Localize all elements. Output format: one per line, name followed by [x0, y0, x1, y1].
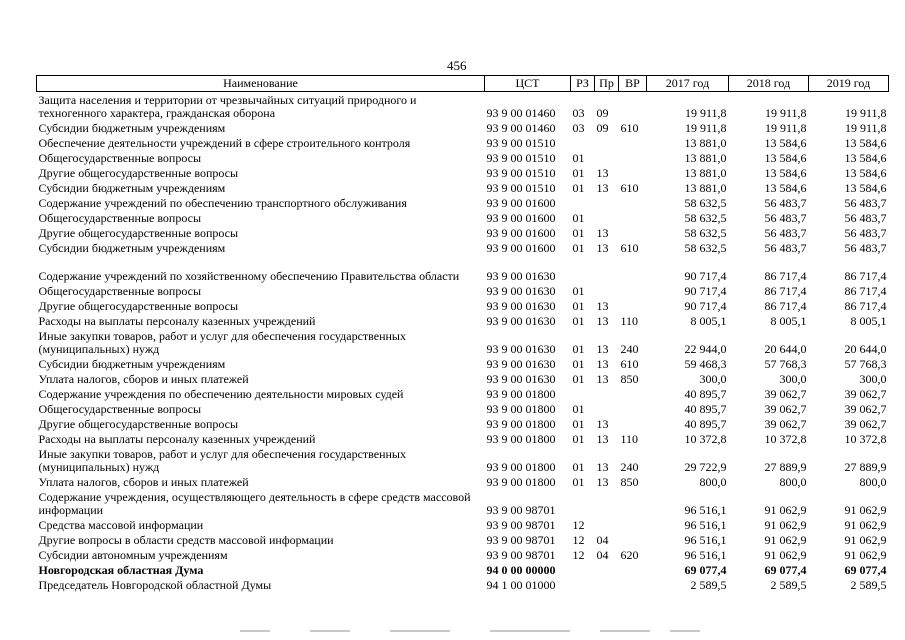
- row-rz: [571, 386, 595, 401]
- row-2019: 39 062,7: [844, 402, 887, 416]
- row-2019: 91 062,9: [844, 518, 887, 532]
- row-2018: 91 062,9: [764, 533, 807, 547]
- row-name: Другие общегосударственные вопросы: [38, 417, 239, 431]
- row-vr: [619, 210, 647, 225]
- row-vr: [619, 577, 647, 592]
- row-pr: 13: [596, 460, 609, 474]
- row-vr: [619, 517, 647, 532]
- table-row: [37, 165, 889, 180]
- row-vr: 110: [620, 432, 639, 446]
- row-name: Иные закупки товаров, работ и услуг для обеспечения государственных (муниципальных) нужд: [38, 447, 406, 474]
- header-pr: Пр: [595, 76, 619, 92]
- row-2017: 90 717,4: [684, 269, 727, 283]
- row-name: Председатель Новгородской областной Думы: [38, 578, 272, 592]
- row-pr: [595, 135, 619, 150]
- row-2017: 90 717,4: [684, 284, 727, 298]
- row-2019: 56 483,7: [844, 196, 887, 210]
- row-2019: 20 644,0: [844, 342, 887, 356]
- row-vr: [619, 195, 647, 210]
- row-2018: 57 768,3: [764, 357, 807, 371]
- table-row: [37, 431, 889, 446]
- row-2017: 58 632,5: [684, 226, 727, 240]
- row-pr: [595, 210, 619, 225]
- row-rz: 01: [572, 372, 585, 386]
- row-2019: 56 483,7: [844, 211, 887, 225]
- row-cst: 93 9 00 01800: [486, 432, 556, 446]
- row-cst: 93 9 00 01630: [486, 299, 556, 313]
- row-cst: 93 9 00 01510: [486, 136, 556, 150]
- row-2018: 8 005,1: [770, 314, 807, 328]
- row-pr: 13: [596, 241, 609, 255]
- row-pr: [595, 255, 619, 283]
- row-2018: 56 483,7: [764, 211, 807, 225]
- row-name: Общегосударственные вопросы: [38, 402, 202, 416]
- row-vr: [619, 283, 647, 298]
- header-2019: 2019 год: [809, 76, 889, 92]
- row-pr: 13: [596, 475, 609, 489]
- row-2019: 39 062,7: [844, 417, 887, 431]
- row-2017: 800,0: [699, 475, 727, 489]
- row-pr: 13: [596, 342, 609, 356]
- row-rz: [571, 195, 595, 210]
- row-rz: 01: [572, 432, 585, 446]
- table-row: [37, 150, 889, 165]
- row-vr: 610: [620, 121, 639, 135]
- table-row: [37, 120, 889, 135]
- row-name: Другие вопросы в области средств массовой информации: [38, 533, 334, 547]
- row-2017: 300,0: [699, 372, 727, 386]
- row-2017: 13 881,0: [684, 181, 727, 195]
- row-2018: 13 584,6: [764, 151, 807, 165]
- header-2017: 2017 год: [647, 76, 729, 92]
- row-vr: [619, 532, 647, 547]
- row-cst: 93 9 00 01510: [486, 151, 556, 165]
- row-rz: 01: [572, 166, 585, 180]
- table-row: [37, 225, 889, 240]
- row-2019: 19 911,8: [844, 106, 887, 120]
- table-row: [37, 547, 889, 562]
- table-row: [37, 313, 889, 328]
- row-rz: 12: [572, 548, 585, 562]
- row-2017: 58 632,5: [684, 211, 727, 225]
- row-name: Общегосударственные вопросы: [38, 284, 202, 298]
- row-2019: 91 062,9: [844, 533, 887, 547]
- row-2017: 40 895,7: [684, 387, 727, 401]
- row-2019: 57 768,3: [844, 357, 887, 371]
- row-pr: [595, 401, 619, 416]
- row-2018: 19 911,8: [764, 106, 807, 120]
- row-rz: 01: [572, 181, 585, 195]
- row-2018: 91 062,9: [764, 548, 807, 562]
- row-pr: 13: [596, 372, 609, 386]
- header-rz: РЗ: [571, 76, 595, 92]
- row-cst: 93 9 00 01460: [486, 106, 556, 120]
- row-pr: [595, 489, 619, 517]
- page-number: 456: [447, 58, 467, 73]
- row-vr: 240: [620, 460, 639, 474]
- row-pr: 13: [596, 166, 609, 180]
- row-name: Общегосударственные вопросы: [38, 211, 202, 225]
- row-2018: 10 372,8: [764, 432, 807, 446]
- row-rz: 12: [572, 533, 585, 547]
- row-name: Уплата налогов, сборов и иных платежей: [38, 372, 249, 386]
- table-row: [37, 489, 889, 517]
- table-row: [37, 532, 889, 547]
- table-row: [37, 401, 889, 416]
- row-2017: 13 881,0: [684, 136, 727, 150]
- row-2019: 13 584,6: [844, 136, 887, 150]
- row-cst: 93 9 00 01600: [486, 196, 556, 210]
- row-2019: 300,0: [859, 372, 887, 386]
- row-pr: [595, 562, 619, 577]
- row-vr: 110: [620, 314, 639, 328]
- row-name: Средства массовой информации: [38, 518, 204, 532]
- table-row: [37, 298, 889, 313]
- row-2017: 40 895,7: [684, 417, 727, 431]
- row-name: Уплата налогов, сборов и иных платежей: [38, 475, 249, 489]
- header-name: Наименование: [37, 76, 485, 92]
- row-vr: [619, 135, 647, 150]
- row-pr: 13: [596, 226, 609, 240]
- row-rz: 01: [572, 299, 585, 313]
- row-2018: 2 589,5: [770, 578, 807, 592]
- row-2017: 8 005,1: [690, 314, 727, 328]
- row-name: Субсидии бюджетным учреждениям: [38, 121, 226, 135]
- row-vr: [619, 416, 647, 431]
- row-rz: 01: [572, 151, 585, 165]
- row-cst: 93 9 00 01600: [486, 226, 556, 240]
- table-row: [37, 517, 889, 532]
- row-2019: 56 483,7: [844, 241, 887, 255]
- row-name: Расходы на выплаты персоналу казенных учреждений: [38, 314, 316, 328]
- row-2018: 13 584,6: [764, 166, 807, 180]
- row-2018: 69 077,4: [764, 563, 807, 577]
- row-2019: 10 372,8: [844, 432, 887, 446]
- table-row: [37, 446, 889, 474]
- row-2018: 56 483,7: [764, 226, 807, 240]
- row-rz: 03: [572, 121, 585, 135]
- table-row: [37, 474, 889, 489]
- row-name: Субсидии бюджетным учреждениям: [38, 241, 226, 255]
- row-cst: 93 9 00 01800: [486, 417, 556, 431]
- row-2019: 86 717,4: [844, 299, 887, 313]
- row-2017: 10 372,8: [684, 432, 727, 446]
- row-2017: 96 516,1: [684, 503, 727, 517]
- footer-scan-marks: [240, 630, 710, 634]
- row-name: Расходы на выплаты персоналу казенных учреждений: [38, 432, 316, 446]
- row-vr: [619, 298, 647, 313]
- row-pr: 04: [596, 533, 609, 547]
- row-2018: 86 717,4: [764, 299, 807, 313]
- row-2019: 13 584,6: [844, 151, 887, 165]
- row-vr: [619, 386, 647, 401]
- row-rz: [571, 562, 595, 577]
- row-rz: 01: [572, 226, 585, 240]
- table-row: [37, 135, 889, 150]
- row-2019: 19 911,8: [844, 121, 887, 135]
- row-2018: 13 584,6: [764, 181, 807, 195]
- row-cst: 93 9 00 01630: [486, 269, 556, 283]
- row-rz: 01: [572, 342, 585, 356]
- row-vr: 610: [620, 241, 639, 255]
- row-2019: 56 483,7: [844, 226, 887, 240]
- row-name: Общегосударственные вопросы: [38, 151, 202, 165]
- header-vr: ВР: [619, 76, 647, 92]
- row-pr: 04: [596, 548, 609, 562]
- row-vr: 240: [620, 342, 639, 356]
- row-2018: 56 483,7: [764, 196, 807, 210]
- row-name: Другие общегосударственные вопросы: [38, 226, 239, 240]
- row-cst: 93 9 00 01600: [486, 241, 556, 255]
- row-2017: 40 895,7: [684, 402, 727, 416]
- row-cst: 93 9 00 01800: [486, 460, 556, 474]
- row-2017: 96 516,1: [684, 518, 727, 532]
- row-2019: 91 062,9: [844, 503, 887, 517]
- row-pr: [595, 517, 619, 532]
- row-rz: 01: [572, 460, 585, 474]
- row-name: Другие общегосударственные вопросы: [38, 299, 239, 313]
- row-name: Обеспечение деятельности учреждений в сфере строительного контроля: [38, 136, 411, 150]
- row-pr: 13: [596, 314, 609, 328]
- row-vr: 610: [620, 181, 639, 195]
- row-pr: [595, 283, 619, 298]
- row-2017: 22 944,0: [684, 342, 727, 356]
- row-2018: 300,0: [779, 372, 807, 386]
- row-cst: 93 9 00 01800: [486, 475, 556, 489]
- row-cst: 93 9 00 01630: [486, 314, 556, 328]
- row-cst: 93 9 00 01800: [486, 387, 556, 401]
- row-2018: 39 062,7: [764, 417, 807, 431]
- row-rz: 01: [572, 314, 585, 328]
- row-cst: 93 9 00 01600: [486, 211, 556, 225]
- row-name: Содержание учреждения по обеспечению деятельности мировых судей: [38, 387, 404, 401]
- row-name: Содержание учреждения, осуществляющего деятельность в сфере средств массовой информации: [38, 490, 471, 517]
- row-pr: 13: [596, 181, 609, 195]
- table-row: [37, 328, 889, 356]
- row-name: Иные закупки товаров, работ и услуг для обеспечения государственных (муниципальных) нужд: [38, 329, 406, 356]
- row-rz: 01: [572, 241, 585, 255]
- row-2019: 39 062,7: [844, 387, 887, 401]
- row-2019: 13 584,6: [844, 166, 887, 180]
- row-2018: 20 644,0: [764, 342, 807, 356]
- row-name: Субсидии бюджетным учреждениям: [38, 357, 226, 371]
- row-2019: 2 589,5: [850, 578, 887, 592]
- table-row: [37, 577, 889, 592]
- row-vr: [619, 165, 647, 180]
- header-row: [37, 76, 889, 92]
- row-2017: 69 077,4: [684, 563, 727, 577]
- row-pr: [595, 150, 619, 165]
- row-2019: 91 062,9: [844, 548, 887, 562]
- table-row: [37, 255, 889, 283]
- table-row: [37, 180, 889, 195]
- row-2019: 13 584,6: [844, 181, 887, 195]
- row-name: Новгородская областная Дума: [38, 563, 204, 577]
- row-name: Содержание учреждений по обеспечению транспортного обслуживания: [38, 196, 407, 210]
- row-vr: [619, 92, 647, 121]
- row-rz: 01: [572, 475, 585, 489]
- row-cst: 93 9 00 01630: [486, 284, 556, 298]
- table-row: [37, 283, 889, 298]
- row-cst: 93 9 00 01460: [486, 121, 556, 135]
- table-row: [37, 92, 889, 121]
- row-vr: 620: [620, 548, 639, 562]
- row-2017: 19 911,8: [684, 106, 727, 120]
- row-name: Содержание учреждений по хозяйственному обеспечению Правительства области: [38, 269, 460, 283]
- table-row: [37, 371, 889, 386]
- row-2018: 56 483,7: [764, 241, 807, 255]
- row-pr: 13: [596, 357, 609, 371]
- row-2017: 90 717,4: [684, 299, 727, 313]
- row-2018: 91 062,9: [764, 503, 807, 517]
- row-rz: 03: [572, 106, 585, 120]
- row-rz: 12: [572, 518, 585, 532]
- row-2017: 2 589,5: [690, 578, 727, 592]
- row-2019: 69 077,4: [844, 563, 887, 577]
- row-2017: 58 632,5: [684, 241, 727, 255]
- row-2018: 800,0: [779, 475, 807, 489]
- row-name: Субсидии автономным учреждениям: [38, 548, 228, 562]
- row-pr: 13: [596, 432, 609, 446]
- row-name: Субсидии бюджетным учреждениям: [38, 181, 226, 195]
- row-2019: 800,0: [859, 475, 887, 489]
- row-pr: 09: [596, 106, 609, 120]
- row-2018: 39 062,7: [764, 387, 807, 401]
- row-2017: 29 722,9: [684, 460, 727, 474]
- row-vr: [619, 489, 647, 517]
- row-rz: [571, 135, 595, 150]
- row-cst: 93 9 00 98701: [486, 533, 556, 547]
- row-vr: [619, 225, 647, 240]
- row-cst: 93 9 00 98701: [486, 503, 556, 517]
- row-name: Другие общегосударственные вопросы: [38, 166, 239, 180]
- row-2018: 19 911,8: [764, 121, 807, 135]
- row-2019: 86 717,4: [844, 284, 887, 298]
- row-rz: 01: [572, 402, 585, 416]
- row-pr: [595, 195, 619, 210]
- row-pr: [595, 386, 619, 401]
- row-pr: 09: [596, 121, 609, 135]
- row-rz: [571, 255, 595, 283]
- row-rz: 01: [572, 284, 585, 298]
- table-row: [37, 195, 889, 210]
- row-rz: [571, 577, 595, 592]
- row-vr: 850: [620, 372, 639, 386]
- row-cst: 93 9 00 01630: [486, 372, 556, 386]
- budget-table: [36, 75, 889, 592]
- row-2018: 86 717,4: [764, 284, 807, 298]
- table-row: [37, 386, 889, 401]
- row-2019: 86 717,4: [844, 269, 887, 283]
- row-cst: 93 9 00 98701: [486, 518, 556, 532]
- header-2018: 2018 год: [729, 76, 809, 92]
- row-vr: 610: [620, 357, 639, 371]
- table-row: [37, 240, 889, 255]
- row-cst: 94 1 00 01000: [486, 578, 556, 592]
- table-row: [37, 210, 889, 225]
- row-name: Защита населения и территории от чрезвычайных ситуаций природного и техногенного характера, гражданская оборона: [38, 93, 417, 120]
- row-2018: 27 889,9: [764, 460, 807, 474]
- row-vr: [619, 562, 647, 577]
- row-2017: 19 911,8: [684, 121, 727, 135]
- row-2018: 91 062,9: [764, 518, 807, 532]
- row-cst: 93 9 00 01630: [486, 342, 556, 356]
- row-cst: 94 0 00 00000: [486, 563, 556, 577]
- row-2017: 96 516,1: [684, 533, 727, 547]
- row-rz: 01: [572, 211, 585, 225]
- row-pr: [595, 577, 619, 592]
- row-2018: 39 062,7: [764, 402, 807, 416]
- table-row: [37, 356, 889, 371]
- row-rz: 01: [572, 417, 585, 431]
- header-cst: ЦСТ: [485, 76, 571, 92]
- row-2019: 8 005,1: [850, 314, 887, 328]
- table-row: [37, 562, 889, 577]
- row-cst: 93 9 00 01510: [486, 181, 556, 195]
- row-cst: 93 9 00 98701: [486, 548, 556, 562]
- row-vr: [619, 150, 647, 165]
- row-vr: [619, 255, 647, 283]
- row-cst: 93 9 00 01630: [486, 357, 556, 371]
- table-row: [37, 416, 889, 431]
- table-body: [37, 92, 889, 593]
- row-rz: [571, 489, 595, 517]
- row-pr: 13: [596, 299, 609, 313]
- row-2017: 58 632,5: [684, 196, 727, 210]
- row-pr: 13: [596, 417, 609, 431]
- row-2017: 96 516,1: [684, 548, 727, 562]
- row-2017: 13 881,0: [684, 151, 727, 165]
- row-vr: 850: [620, 475, 639, 489]
- row-2017: 13 881,0: [684, 166, 727, 180]
- row-cst: 93 9 00 01800: [486, 402, 556, 416]
- row-2019: 27 889,9: [844, 460, 887, 474]
- row-vr: [619, 401, 647, 416]
- row-cst: 93 9 00 01510: [486, 166, 556, 180]
- row-rz: 01: [572, 357, 585, 371]
- row-2017: 59 468,3: [684, 357, 727, 371]
- row-2018: 13 584,6: [764, 136, 807, 150]
- row-2018: 86 717,4: [764, 269, 807, 283]
